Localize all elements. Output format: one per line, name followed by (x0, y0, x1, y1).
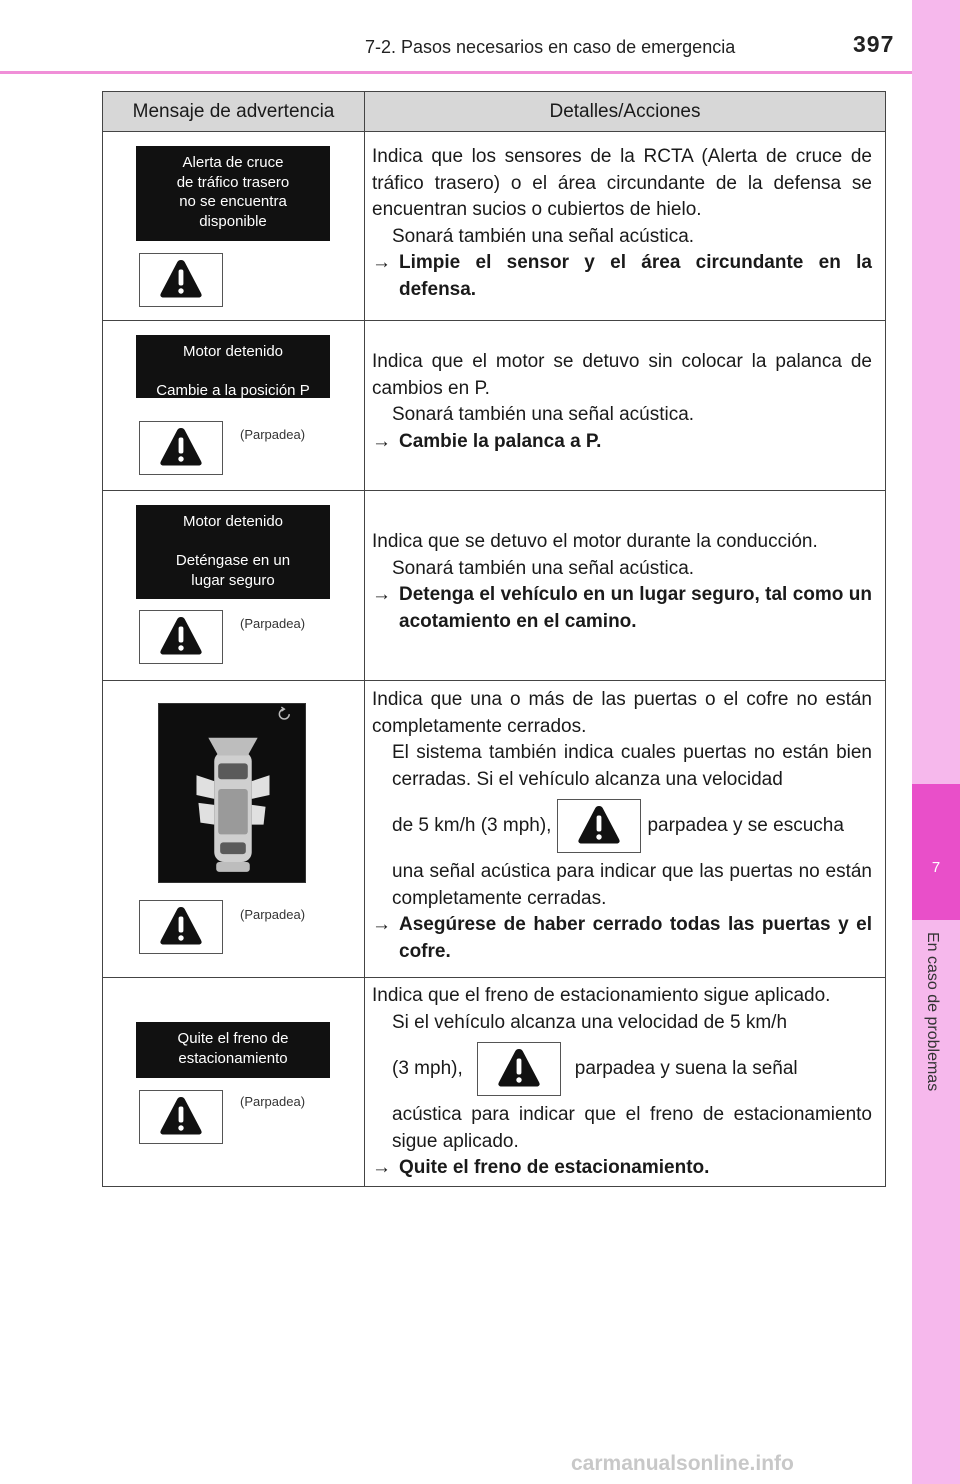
action-text (372, 429, 872, 456)
action-label: Asegúrese de haber cerrado todas las puertas y el cofre. (399, 914, 872, 962)
door-note: El sistema también indica cuales puertas no están bien cerradas. Si el vehículo alcanza una velocidad (392, 742, 872, 790)
inline-warning-symbol (557, 799, 641, 853)
row-description (372, 144, 872, 303)
warning-triangle-icon (576, 803, 622, 849)
action-label: Detenga el vehículo en un lugar seguro, tal como un acotamiento en el camino. (399, 584, 872, 632)
table-row (102, 681, 886, 978)
door-note-inline (372, 799, 872, 853)
message-line: disponible (199, 212, 267, 230)
warning-triangle-icon (158, 614, 204, 660)
speed-text: (3 mph), (392, 1058, 463, 1080)
warning-symbol-box (139, 421, 223, 475)
warning-triangle-icon (158, 1094, 204, 1140)
warning-triangle-icon (158, 257, 204, 303)
action-text (372, 250, 872, 303)
message-line (136, 532, 330, 552)
blink-label: (Parpadea) (240, 1094, 306, 1109)
message-line: Motor detenido (182, 343, 284, 360)
table-row (102, 132, 886, 321)
chapter-tab (912, 784, 960, 920)
watermark: carmanualsonline.info (571, 1452, 794, 1475)
action-text (372, 912, 872, 965)
message-line: Motor detenido (182, 513, 284, 530)
brake-note: acústica para indicar que el freno de estacionamiento sigue aplicado. (392, 1104, 872, 1152)
description-text: Indica que se detuvo el motor durante la conducción. (372, 531, 818, 552)
message-display (136, 1022, 330, 1078)
description-text: Indica que el motor se detuvo sin colocar la palanca de cambios en P. (372, 351, 872, 399)
warning-triangle-icon (158, 904, 204, 950)
sound-note: Sonará también una señal acústica. (392, 225, 695, 247)
table-row (102, 978, 886, 1187)
message-line: lugar seguro (191, 571, 275, 589)
page-number: 397 (853, 31, 895, 57)
column-divider (364, 132, 365, 320)
message-line: Deténgase en un (175, 552, 291, 569)
message-line (136, 362, 330, 382)
blink-label: (Parpadea) (240, 907, 306, 922)
arrow-icon: → (372, 252, 391, 273)
header-warning-message: Mensaje de advertencia (103, 92, 365, 131)
door-open-display (158, 703, 306, 883)
message-line: de tráfico trasero (176, 173, 290, 191)
description-text: Indica que una o más de las puertas o el cofre no están completamente cerrados. (372, 689, 872, 737)
arrow-icon: → (372, 1157, 391, 1178)
warning-symbol-box (139, 1090, 223, 1144)
message-line: estacionamiento (178, 1049, 288, 1067)
chapter-number: 7 (931, 859, 941, 876)
description-text: Indica que el freno de estacionamiento sigue aplicado. (372, 985, 831, 1006)
brake-note: Si el vehículo alcanza una velocidad de 5 km/h (392, 1011, 788, 1033)
warning-symbol-box (139, 900, 223, 954)
description-text: Indica que los sensores de la RCTA (Alerta de cruce de tráfico trasero) o el área circundante de la defensa se encuentran sucios o cubiertos de hielo. (372, 146, 872, 220)
speed-text: de 5 km/h (3 mph), (392, 815, 552, 837)
arrow-icon: → (372, 914, 391, 935)
row-description (372, 529, 872, 635)
action-label: Quite el freno de estacionamiento. (399, 1157, 710, 1178)
action-text (372, 582, 872, 635)
action-text (372, 1155, 872, 1182)
arrow-icon: → (372, 430, 391, 452)
row-description (372, 983, 872, 1182)
warning-symbol-box (139, 253, 223, 307)
section-title: 7-2. Pasos necesarios en caso de emergencia (365, 37, 736, 57)
message-line: Cambie a la posición P (156, 382, 310, 399)
warning-triangle-icon (158, 425, 204, 471)
message-display (136, 335, 330, 398)
action-label: Limpie el sensor y el área circundante en la defensa. (399, 252, 872, 300)
door-note: una señal acústica para indicar que las puertas no están completamente cerradas. (392, 861, 872, 909)
blink-label: (Parpadea) (240, 616, 306, 631)
chapter-label: En caso de problemas (924, 932, 941, 1092)
blink-text: parpadea y suena la señal (574, 1058, 798, 1080)
table-header (102, 91, 886, 132)
inline-warning-symbol (477, 1042, 561, 1096)
sound-note: Sonará también una señal acústica. (392, 557, 695, 579)
table-row (102, 491, 886, 681)
vehicle-doors-open-icon (159, 704, 305, 882)
brake-note-inline (372, 1042, 872, 1096)
header-rule (0, 71, 912, 74)
message-line: no se encuentra (179, 193, 287, 210)
message-display (136, 505, 330, 599)
warning-triangle-icon (496, 1046, 542, 1092)
message-line: Alerta de cruce (182, 154, 284, 171)
column-divider (364, 978, 365, 1186)
message-display (136, 146, 330, 241)
header-details-actions: Detalles/Acciones (549, 101, 701, 122)
row-description (372, 349, 872, 455)
side-tab-strip (912, 0, 960, 1484)
column-divider (364, 491, 365, 680)
column-divider (364, 321, 365, 490)
blink-label: (Parpadea) (240, 427, 306, 442)
warning-symbol-box (139, 610, 223, 664)
blink-text: parpadea y se escucha (647, 815, 844, 837)
row-description (372, 687, 872, 965)
message-line: Quite el freno de (177, 1030, 289, 1047)
sound-note: Sonará también una señal acústica. (392, 404, 695, 425)
column-divider (364, 681, 365, 977)
action-label: Cambie la palanca a P. (399, 430, 602, 452)
arrow-icon: → (372, 584, 391, 605)
table-row (102, 321, 886, 491)
